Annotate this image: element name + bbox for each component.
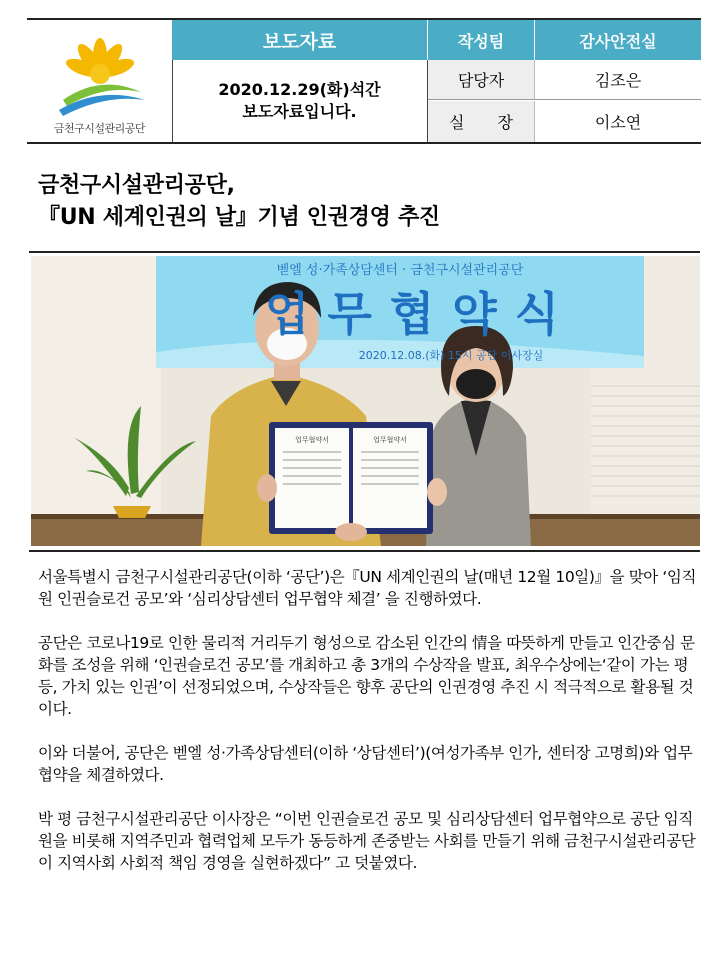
logo-cell xyxy=(27,20,173,142)
paragraph-1: 서울특별시 금천구시설관리공단(이하 ‘공단’)은『UN 세계인권의 날(매년 12월 10일)』을 맞아 ‘임직원 인권슬로건 공모’와 ‘심리상담센터 업무협약 체결’ 을 진행하였다. xyxy=(38,568,697,608)
article-body xyxy=(38,566,698,896)
chief-label: 실 장 xyxy=(428,101,535,142)
paragraph-4: 박 평 금천구시설관리공단 이사장은 “이번 인권슬로건 공모 및 심리상담센터 업무협약으로 공단 임직원을 비롯해 지역주민과 협력업체 모두가 동등하게 존중받는 사회를 만들기 위해 금천구시설관리공단이 지역사회 사회적 책임 경영을 실현하겠다” 고 덧붙였다. xyxy=(38,810,696,872)
paragraph-3: 이와 더불어, 공단은 벧엘 성·가족상담센터(이하 ‘상담센터’)(여성가족부 인가, 센터장 고명희)와 업무협약을 체결하였다. xyxy=(38,744,693,784)
photo-bottom-rule xyxy=(29,550,700,552)
team-label: 작성팀 xyxy=(428,20,535,60)
photo-top-rule xyxy=(29,251,700,253)
headline-line-1: 금천구시설관리공단, xyxy=(38,173,235,198)
release-note: 보도자료입니다. xyxy=(242,102,357,121)
paragraph-2: 공단은 코로나19로 인한 물리적 거리두기 형성으로 감소된 인간의 情을 따뜻하게 만들고 인간중심 문화를 조성을 위해 ‘인권슬로건 공모’를 개최하고 총 3개의 수상작을 발표, 최우수상에는‘같이 가는 평등, 가치 있는 인권’이 선정되었으며, 수상작들은 향후 공단의 인권경영 추진 시 적극적으로 활용될 것이다. xyxy=(38,634,695,718)
manager-name: 김조은 xyxy=(535,60,701,100)
agreement-doc-title: 업무협약서 xyxy=(295,436,329,444)
agreement-doc-title-2: 업무협약서 xyxy=(373,436,407,444)
headline xyxy=(38,170,688,234)
mou-ceremony-photo xyxy=(31,256,700,546)
press-release-title: 보도자료 xyxy=(172,20,428,60)
release-date: 2020.12.29(화)석간 xyxy=(218,80,381,99)
chief-name: 이소연 xyxy=(535,101,701,142)
logo-text: 금천구시설관리공단 xyxy=(53,122,146,135)
release-date-cell xyxy=(172,60,428,142)
banner-main-text: 업무협약식 xyxy=(264,287,578,341)
banner-top-text: 벧엘 성·가족상담센터 · 금천구시설관리공단 xyxy=(276,263,524,278)
press-release-header xyxy=(27,18,701,144)
manager-label: 담당자 xyxy=(428,60,535,100)
headline-line-2: 『UN 세계인권의 날』기념 인권경영 추진 xyxy=(38,205,440,230)
sun-logo-icon xyxy=(45,34,155,120)
department-name: 감사안전실 xyxy=(535,20,701,60)
banner-sub-text: 2020.12.08.(화) 15시 공단 이사장실 xyxy=(358,349,544,362)
